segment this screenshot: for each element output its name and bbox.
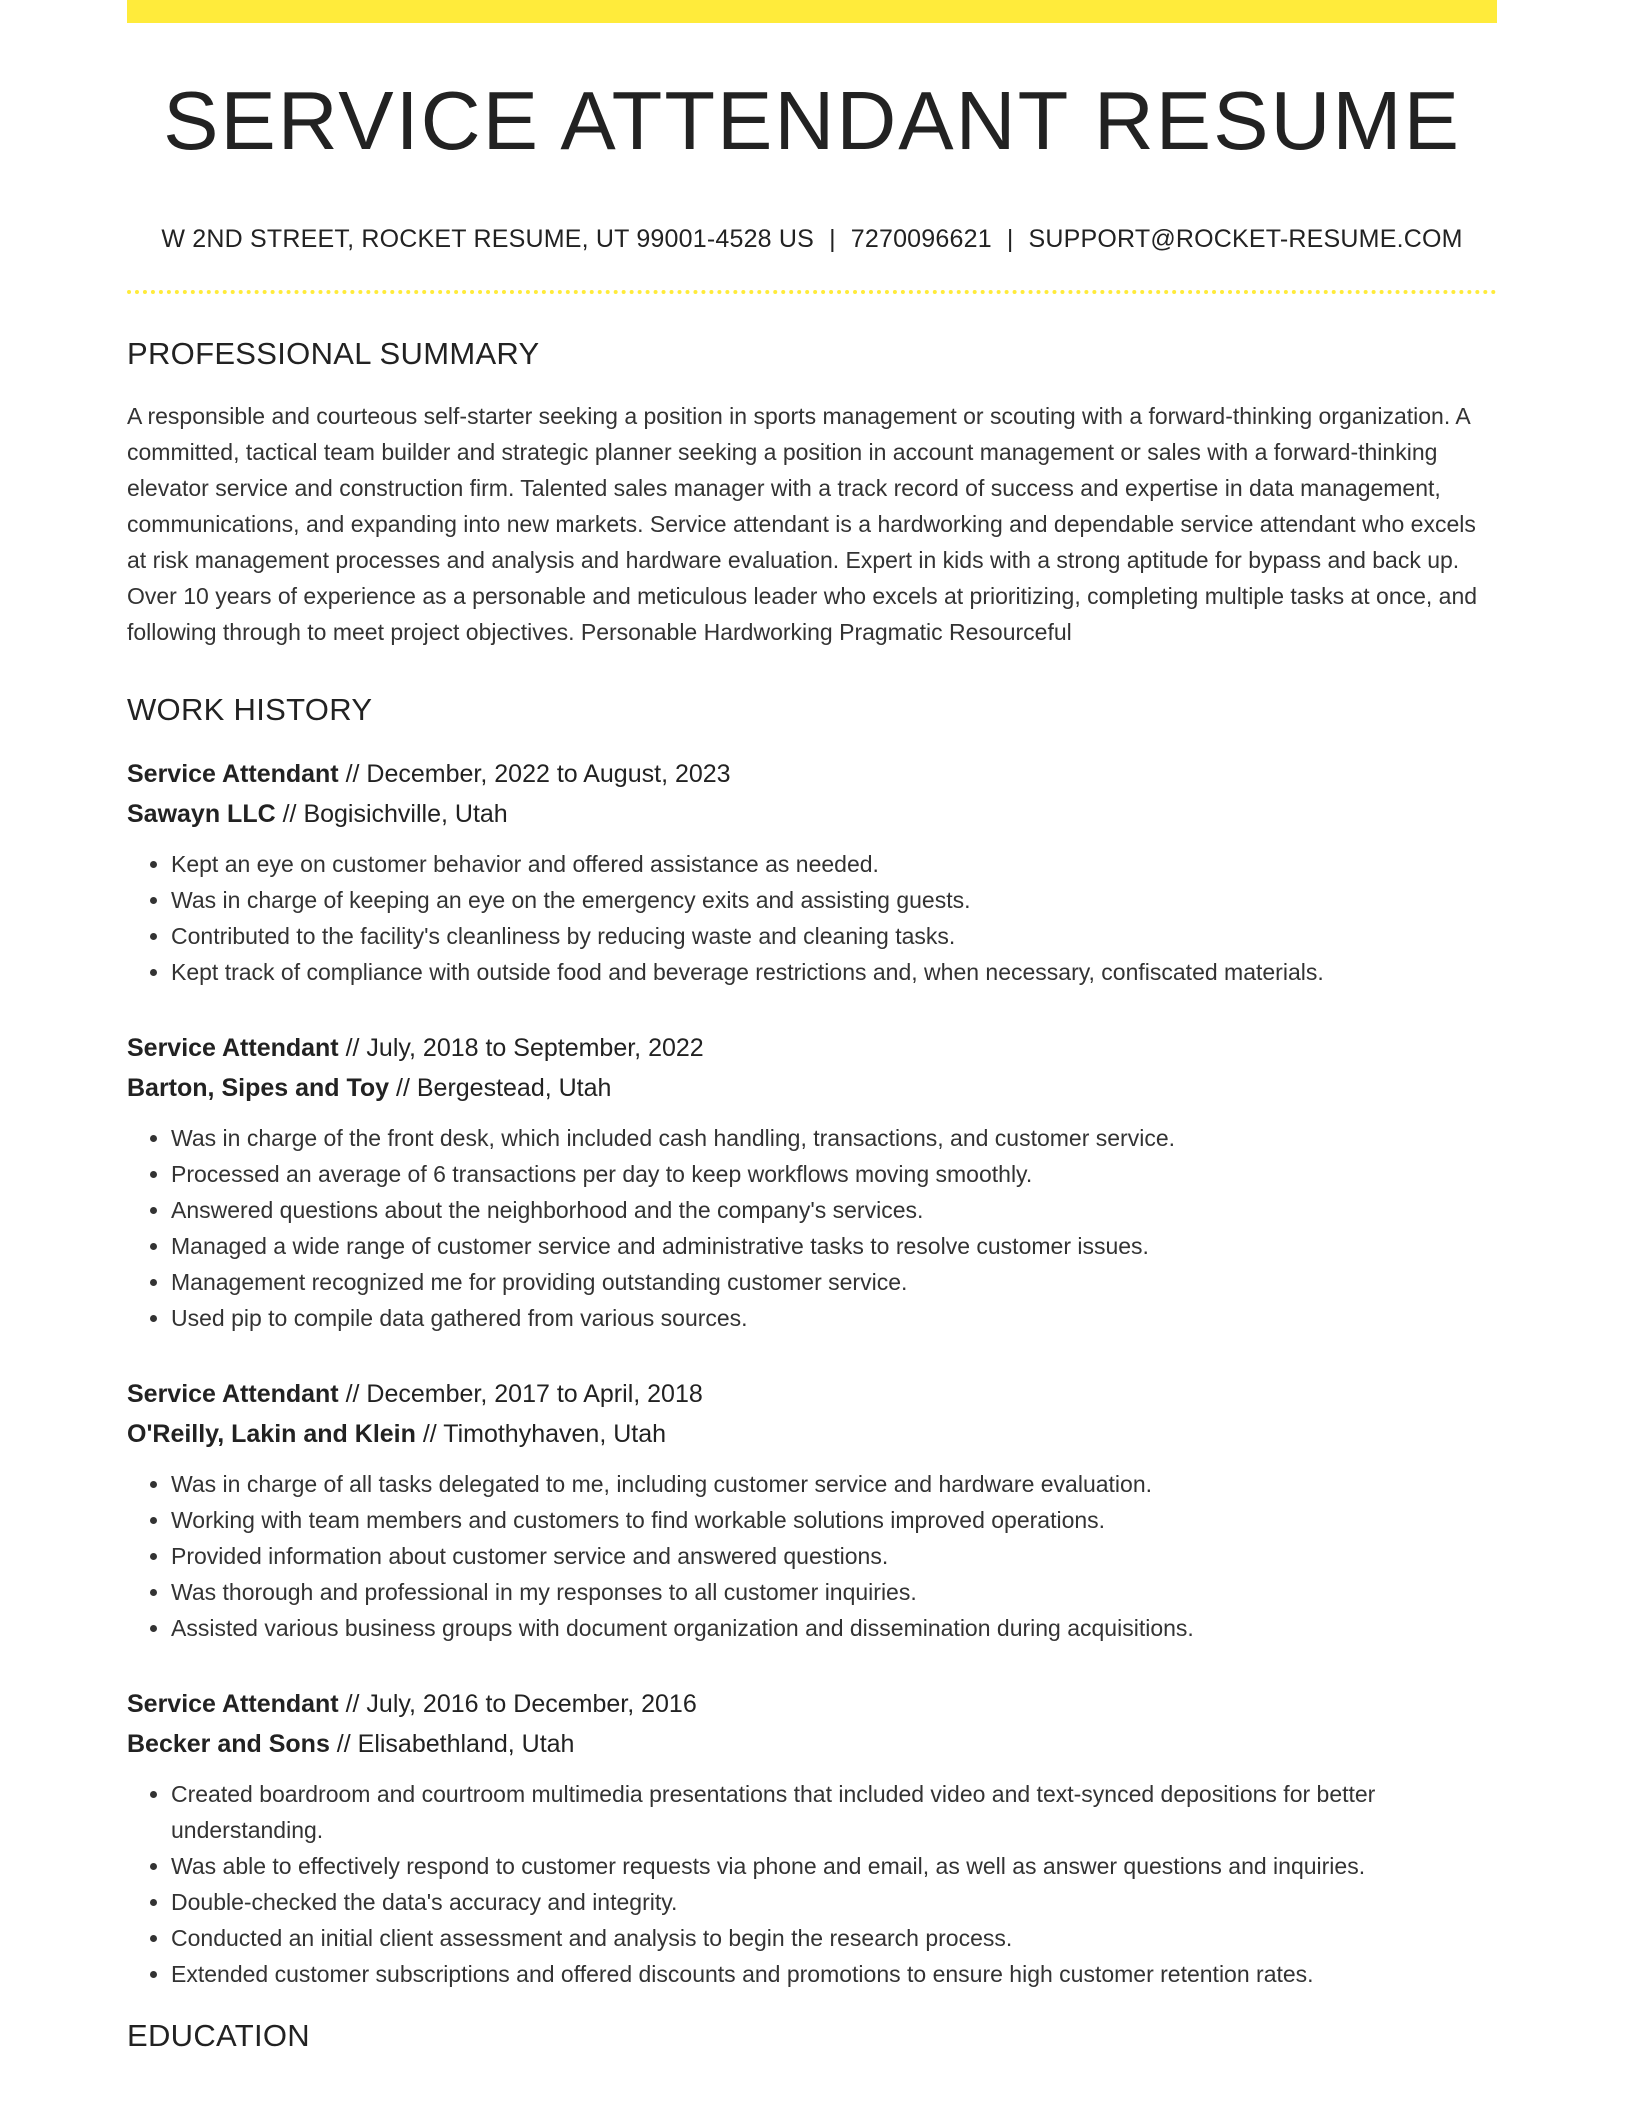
job-company-line xyxy=(127,1414,1497,1454)
job-bullet-item: • Conducted an initial client assessment and analysis to begin the research process. xyxy=(171,1920,1497,1956)
job-bullet-item: • Working with team members and customers to find workable solutions improved operations. xyxy=(171,1502,1497,1538)
job-company: O'Reilly, Lakin and Klein xyxy=(127,1420,416,1448)
job-bullet-item: • Was in charge of the front desk, which included cash handling, transactions, and customer service. xyxy=(171,1120,1497,1156)
job-bullet-item: • Used pip to compile data gathered from various sources. xyxy=(171,1300,1497,1336)
job-company-line xyxy=(127,794,1497,834)
job-bullet-item: • Extended customer subscriptions and offered discounts and promotions to ensure high customer retention rates. xyxy=(171,1956,1497,1992)
job-bullet-item: • Kept an eye on customer behavior and offered assistance as needed. xyxy=(171,846,1497,882)
job-bullet-item: • Managed a wide range of customer service and administrative tasks to resolve customer issues. xyxy=(171,1228,1497,1264)
job-title-line xyxy=(127,754,1497,794)
resume-title: SERVICE ATTENDANT RESUME xyxy=(163,74,1461,167)
job-bullet-item: • Kept track of compliance with outside food and beverage restrictions and, when necessary, confiscated materials. xyxy=(171,954,1497,990)
job-title: Service Attendant xyxy=(127,1690,339,1718)
job-title: Service Attendant xyxy=(127,760,339,788)
work-history-list xyxy=(127,754,1497,1992)
accent-top-bar xyxy=(127,0,1497,23)
job-bullet-item: • Created boardroom and courtroom multimedia presentations that included video and text-synced depositions for better understanding. xyxy=(171,1776,1497,1848)
job-dates: // July, 2016 to December, 2016 xyxy=(338,1690,697,1718)
job-bullet-item: • Contributed to the facility's cleanliness by reducing waste and cleaning tasks. xyxy=(171,918,1497,954)
job-bullet-item: • Answered questions about the neighborhood and the company's services. xyxy=(171,1192,1497,1228)
job-dates: // December, 2017 to April, 2018 xyxy=(338,1380,703,1408)
job-location: // Timothyhaven, Utah xyxy=(415,1420,667,1448)
summary-text: A responsible and courteous self-starter seeking a position in sports management or scouting with a forward-thinking organization. A committed, tactical team builder and strategic planner seeking a position in account management or sales with a forward-thinking elevator service and construction firm. Talented sales manager with a track record of success and expertise in data management, communications, and expanding into new markets. Service attendant is a hardworking and dependable service attendant who excels at risk management processes and analysis and hardware evaluation. Expert in kids with a strong aptitude for bypass and back up. Over 10 years of experience as a personable and meticulous leader who excels at prioritizing, completing multiple tasks at once, and following through to meet project objectives. Personable Hardworking Pragmatic Resourceful xyxy=(127,403,1478,645)
work-history-heading: WORK HISTORY xyxy=(127,692,373,727)
summary-heading: PROFESSIONAL SUMMARY xyxy=(127,336,540,371)
contact-phone: 7270096621 xyxy=(850,225,992,253)
contact-line xyxy=(127,225,1497,254)
job-bullet-item: • Management recognized me for providing outstanding customer service. xyxy=(171,1264,1497,1300)
job-bullets xyxy=(127,846,1497,990)
job-company-line xyxy=(127,1724,1497,1764)
contact-separator: | xyxy=(1006,225,1014,253)
job-entry xyxy=(127,1684,1497,1992)
job-bullet-item: • Processed an average of 6 transactions per day to keep workflows moving smoothly. xyxy=(171,1156,1497,1192)
job-company: Becker and Sons xyxy=(127,1730,330,1758)
job-bullet-item: • Was in charge of all tasks delegated to me, including customer service and hardware evaluation. xyxy=(171,1466,1497,1502)
job-location: // Bergestead, Utah xyxy=(389,1074,612,1102)
job-bullet-item: • Was able to effectively respond to customer requests via phone and email, as well as answer questions and inquiries. xyxy=(171,1848,1497,1884)
job-bullet-item: • Assisted various business groups with document organization and dissemination during acquisitions. xyxy=(171,1610,1497,1646)
contact-separator: | xyxy=(829,225,836,253)
job-bullets xyxy=(127,1466,1497,1646)
dotted-divider xyxy=(127,290,1497,294)
job-company: Sawayn LLC xyxy=(127,800,276,828)
job-title-line xyxy=(127,1374,1497,1414)
job-title-line xyxy=(127,1684,1497,1724)
education-heading: EDUCATION xyxy=(127,2018,310,2053)
resume-page xyxy=(127,0,1497,2054)
job-location: // Bogisichville, Utah xyxy=(275,800,508,828)
job-title: Service Attendant xyxy=(127,1380,339,1408)
job-dates: // December, 2022 to August, 2023 xyxy=(338,760,731,788)
job-company-line xyxy=(127,1068,1497,1108)
job-bullet-item: • Was in charge of keeping an eye on the emergency exits and assisting guests. xyxy=(171,882,1497,918)
job-dates: // July, 2018 to September, 2022 xyxy=(338,1034,704,1062)
job-bullets xyxy=(127,1776,1497,1992)
job-entry xyxy=(127,1374,1497,1646)
contact-email: SUPPORT@ROCKET-RESUME.COM xyxy=(1028,225,1463,253)
job-title-line xyxy=(127,1028,1497,1068)
job-bullet-item: • Provided information about customer service and answered questions. xyxy=(171,1538,1497,1574)
job-title: Service Attendant xyxy=(127,1034,339,1062)
job-bullet-item: • Double-checked the data's accuracy and integrity. xyxy=(171,1884,1497,1920)
job-entry xyxy=(127,1028,1497,1336)
job-bullets xyxy=(127,1120,1497,1336)
job-location: // Elisabethland, Utah xyxy=(329,1730,575,1758)
job-entry xyxy=(127,754,1497,990)
contact-address: W 2ND STREET, ROCKET RESUME, UT 99001-4528 US xyxy=(161,225,815,253)
job-company: Barton, Sipes and Toy xyxy=(127,1074,390,1102)
job-bullet-item: • Was thorough and professional in my responses to all customer inquiries. xyxy=(171,1574,1497,1610)
